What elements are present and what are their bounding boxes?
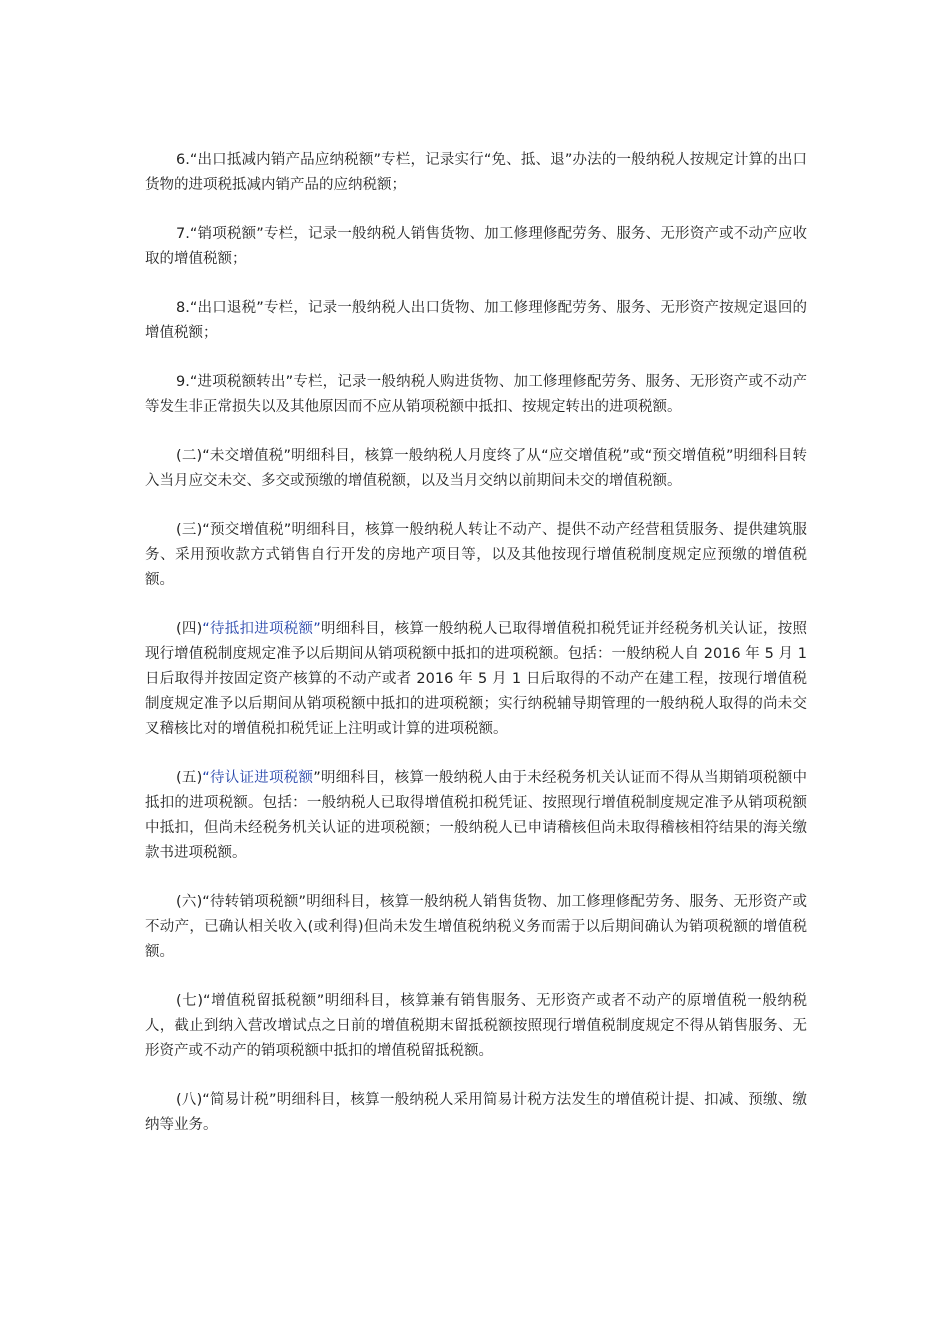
pending-certification-link[interactable]: “待认证进项税额 xyxy=(202,770,314,786)
paragraph-section-7 xyxy=(145,989,807,1064)
paragraph-text: 明细科目，核算一般纳税人已取得增值税扣税凭证并经税务机关认证，按照现行增值税制度规定准予以后期间从销项税额中抵扣的进项税额。包括：一般纳税人自 2016 年 5 月 1 日后取得并按固定资产核算的不动产或者 2016 年 5 月 1 日后取得的不动产在建工程，按现行增值税制度规定准予以后期间从销项税额中抵扣的进项税额；实行纳税辅导期管理的一般纳税人取得的尚未交叉稽核比对的增值税扣税凭证上注明或计算的进项税额。 xyxy=(145,621,807,737)
paragraph-item-7 xyxy=(145,222,807,272)
paragraph-section-8 xyxy=(145,1088,807,1138)
paragraph-text: 9.“进项税额转出”专栏，记录一般纳税人购进货物、加工修理修配劳务、服务、无形资产或不动产等发生非正常损失以及其他原因而不应从销项税额中抵扣、按规定转出的进项税额。 xyxy=(145,374,807,415)
paragraph-text: (七)“增值税留抵税额”明细科目，核算兼有销售服务、无形资产或者不动产的原增值税一般纳税人，截止到纳入营改增试点之日前的增值税期末留抵税额按照现行增值税制度规定不得从销售服务、无形资产或不动产的销项税额中抵扣的增值税留抵税额。 xyxy=(145,993,807,1059)
paragraph-section-2 xyxy=(145,444,807,494)
paragraph-item-6 xyxy=(145,148,807,198)
paragraph-section-3 xyxy=(145,518,807,593)
paragraph-text: (二)“未交增值税”明细科目，核算一般纳税人月度终了从“应交增值税”或“预交增值税”明细科目转入当月应交未交、多交或预缴的增值税额，以及当月交纳以前期间未交的增值税额。 xyxy=(145,448,807,489)
paragraph-text: 6.“出口抵减内销产品应纳税额”专栏，记录实行“免、抵、退”办法的一般纳税人按规定计算的出口货物的进项税抵减内销产品的应纳税额； xyxy=(145,152,807,193)
paragraph-item-9 xyxy=(145,370,807,420)
paragraph-text: 7.“销项税额”专栏，记录一般纳税人销售货物、加工修理修配劳务、服务、无形资产或不动产应收取的增值税额； xyxy=(145,226,807,267)
paragraph-text: 8.“出口退税”专栏，记录一般纳税人出口货物、加工修理修配劳务、服务、无形资产按规定退回的增值税额； xyxy=(145,300,807,341)
paragraph-text: (八)“简易计税”明细科目，核算一般纳税人采用简易计税方法发生的增值税计提、扣减、预缴、缴纳等业务。 xyxy=(145,1092,807,1133)
paragraph-section-4 xyxy=(145,617,807,742)
paragraph-text: (三)“预交增值税”明细科目，核算一般纳税人转让不动产、提供不动产经营租赁服务、提供建筑服务、采用预收款方式销售自行开发的房地产项目等，以及其他按现行增值税制度规定应预缴的增值税额。 xyxy=(145,522,807,588)
paragraph-text: ”明细科目，核算一般纳税人由于未经税务机关认证而不得从当期销项税额中抵扣的进项税额。包括：一般纳税人已取得增值税扣税凭证、按照现行增值税制度规定准予从销项税额中抵扣，但尚未经税务机关认证的进项税额；一般纳税人已申请稽核但尚未取得稽核相符结果的海关缴款书进项税额。 xyxy=(145,770,807,861)
paragraph-section-5 xyxy=(145,766,807,866)
document-body xyxy=(145,148,807,1162)
paragraph-item-8 xyxy=(145,296,807,346)
paragraph-section-6 xyxy=(145,890,807,965)
paragraph-text: (六)“待转销项税额”明细科目，核算一般纳税人销售货物、加工修理修配劳务、服务、无形资产或不动产，已确认相关收入(或利得)但尚未发生增值税纳税义务而需于以后期间确认为销项税额的增值税额。 xyxy=(145,894,807,960)
pending-deduction-link[interactable]: “待抵扣进项税额” xyxy=(202,621,321,637)
paragraph-text: (五) xyxy=(176,770,203,786)
paragraph-text: (四) xyxy=(176,621,203,637)
